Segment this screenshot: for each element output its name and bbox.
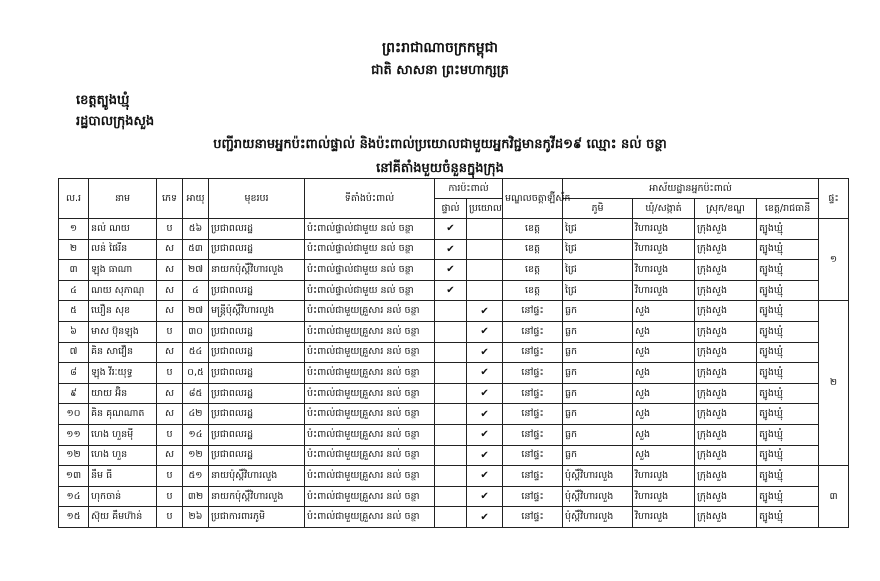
row-age: ២៧ <box>183 260 209 281</box>
row-commune: សួង <box>633 342 695 363</box>
header-residence: អាស័យដ្ឋានអ្នកប៉ះពាល់ <box>563 179 819 199</box>
table-row <box>59 486 849 507</box>
row-no: ៣ <box>59 260 89 281</box>
row-age: ០,៥ <box>183 363 209 384</box>
row-quarantine: នៅផ្ទះ <box>503 342 563 363</box>
table-row <box>59 383 849 404</box>
row-province: ត្បូងឃ្មុំ <box>757 321 819 342</box>
row-district: ក្រុងសួង <box>695 301 757 322</box>
row-quarantine: នៅផ្ទះ <box>503 363 563 384</box>
document-subtitle: នៅគីតាំងមួយចំនួនក្នុងក្រុង <box>376 161 504 176</box>
row-village: ធ្លក <box>563 383 633 404</box>
header-quarantine-place: មណ្ឌលចត្តាឡ៊ីស័ក <box>503 179 563 219</box>
row-occupation: ប្រជាពលរដ្ឋ <box>209 363 305 384</box>
row-contact-place: ប៉ះពាល់ផ្ទាល់ជាមួយ នល់ ចន្ថា <box>305 219 435 240</box>
row-direct-check <box>435 321 467 342</box>
table-row <box>59 424 849 445</box>
row-name: នឹម ធី <box>89 466 157 487</box>
row-sex: ស <box>157 301 183 322</box>
kingdom-heading: ព្រះរាជាណាចក្រកម្ពុជា <box>381 40 498 56</box>
row-age: ២៧ <box>183 301 209 322</box>
row-no: ១៤ <box>59 486 89 507</box>
row-direct-check <box>435 424 467 445</box>
table-row <box>59 466 849 487</box>
row-occupation: នាយប៉ុស្តិ៍វិហារលួង <box>209 466 305 487</box>
row-district: ក្រុងសួង <box>695 321 757 342</box>
row-name: នល់ ណយ <box>89 219 157 240</box>
row-contact-place: ប៉ះពាល់ជាមួយគ្រួសារ នល់ ចន្ថា <box>305 321 435 342</box>
header-age: អាយុ <box>183 179 209 219</box>
row-province: ត្បូងឃ្មុំ <box>757 404 819 425</box>
house-group-cell: ៣ <box>819 466 849 528</box>
row-age: ៨៥ <box>183 383 209 404</box>
header-district: ស្រុក/ខណ្ឌ <box>695 199 757 219</box>
row-direct-check <box>435 486 467 507</box>
row-province: ត្បូងឃ្មុំ <box>757 486 819 507</box>
row-name: គិន សាវឿន <box>89 342 157 363</box>
row-occupation: ប្រជាពលរដ្ឋ <box>209 404 305 425</box>
row-direct-check <box>435 383 467 404</box>
row-commune: សួង <box>633 383 695 404</box>
row-quarantine: ខេត្ត <box>503 260 563 281</box>
row-age: ១២ <box>183 445 209 466</box>
motto-heading: ជាតិ សាសនា ព្រះមហាក្សត្រ <box>371 63 509 78</box>
row-sex: ស <box>157 404 183 425</box>
row-province: ត្បូងឃ្មុំ <box>757 239 819 260</box>
row-indirect-check: ✔ <box>467 404 503 425</box>
row-sex: ស <box>157 260 183 281</box>
house-group-cell: ២ <box>819 301 849 466</box>
row-sex: ប <box>157 321 183 342</box>
row-name: គិន គុណណាត <box>89 404 157 425</box>
row-village: ធ្លក <box>563 301 633 322</box>
header-sex: ភេទ <box>157 179 183 219</box>
row-age: ២៦ <box>183 507 209 528</box>
row-name: ឃឿន សុខ <box>89 301 157 322</box>
row-village: ធ្លក <box>563 424 633 445</box>
table-row <box>59 321 849 342</box>
header-occupation: មុខរបរ <box>209 179 305 219</box>
row-province: ត្បូងឃ្មុំ <box>757 342 819 363</box>
row-province: ត្បូងឃ្មុំ <box>757 383 819 404</box>
row-contact-place: ប៉ះពាល់ផ្ទាល់ជាមួយ នល់ ចន្ថា <box>305 260 435 281</box>
row-indirect-check <box>467 260 503 281</box>
row-indirect-check: ✔ <box>467 486 503 507</box>
row-no: ១០ <box>59 404 89 425</box>
row-quarantine: នៅផ្ទះ <box>503 301 563 322</box>
row-quarantine: នៅផ្ទះ <box>503 424 563 445</box>
contact-table <box>58 178 849 528</box>
row-direct-check <box>435 404 467 425</box>
row-contact-place: ប៉ះពាល់ជាមួយគ្រួសារ នល់ ចន្ថា <box>305 383 435 404</box>
row-sex: ស <box>157 383 183 404</box>
row-commune: វិហារលួង <box>633 239 695 260</box>
row-village: ធ្លក <box>563 404 633 425</box>
row-sex: ប <box>157 507 183 528</box>
row-district: ក្រុងសួង <box>695 260 757 281</box>
row-commune: សួង <box>633 301 695 322</box>
row-quarantine: ខេត្ត <box>503 239 563 260</box>
row-sex: ប <box>157 219 183 240</box>
table-row <box>59 239 849 260</box>
row-indirect-check: ✔ <box>467 342 503 363</box>
row-direct-check: ✔ <box>435 219 467 240</box>
row-indirect-check <box>467 280 503 301</box>
row-district: ក្រុងសួង <box>695 466 757 487</box>
row-direct-check <box>435 445 467 466</box>
row-indirect-check: ✔ <box>467 321 503 342</box>
row-quarantine: នៅផ្ទះ <box>503 466 563 487</box>
row-age: ៥៤ <box>183 342 209 363</box>
row-quarantine: នៅផ្ទះ <box>503 383 563 404</box>
header-direct: ផ្ទាល់ <box>435 199 467 219</box>
row-contact-place: ប៉ះពាល់ផ្ទាល់ជាមួយ នល់ ចន្ថា <box>305 280 435 301</box>
row-district: ក្រុងសួង <box>695 342 757 363</box>
row-direct-check: ✔ <box>435 239 467 260</box>
house-group-cell: ១ <box>819 219 849 301</box>
row-commune: វិហារលួង <box>633 219 695 240</box>
row-no: ១៥ <box>59 507 89 528</box>
row-village: ធ្លក <box>563 321 633 342</box>
row-contact-place: ប៉ះពាល់ជាមួយគ្រួសារ នល់ ចន្ថា <box>305 363 435 384</box>
row-district: ក្រុងសួង <box>695 404 757 425</box>
row-district: ក្រុងសួង <box>695 507 757 528</box>
row-village: ប៉ុស្តិ៍វិហារលួង <box>563 466 633 487</box>
row-province: ត្បូងឃ្មុំ <box>757 219 819 240</box>
document-title: បញ្ជីរាយនាមអ្នកប៉ះពាល់ផ្ទាល់ និងប៉ះពាល់ប្រយោលជាមួយអ្នកវិជ្ជមានកូវីដ១៩ ឈ្មោះ នល់ ចន្ថា <box>213 137 667 152</box>
header-contact-place: ទីតាំងប៉ះពាល់ <box>305 179 435 219</box>
row-contact-place: ប៉ះពាល់ជាមួយគ្រួសារ នល់ ចន្ថា <box>305 486 435 507</box>
header-commune: ឃុំ/សង្កាត់ <box>633 199 695 219</box>
row-age: ៥៦ <box>183 219 209 240</box>
row-commune: វិហារលួង <box>633 466 695 487</box>
row-sex: ស <box>157 342 183 363</box>
row-commune: សួង <box>633 445 695 466</box>
row-commune: វិហារលួង <box>633 260 695 281</box>
row-occupation: ប្រជាពលរដ្ឋ <box>209 321 305 342</box>
row-indirect-check: ✔ <box>467 363 503 384</box>
row-occupation: ប្រជាការពារភូមិ <box>209 507 305 528</box>
row-province: ត្បូងឃ្មុំ <box>757 466 819 487</box>
row-direct-check <box>435 507 467 528</box>
row-village: ជ្រៃ <box>563 239 633 260</box>
row-age: ៥១ <box>183 466 209 487</box>
row-no: ៨ <box>59 363 89 384</box>
row-indirect-check: ✔ <box>467 445 503 466</box>
row-age: ៤ <box>183 280 209 301</box>
table-row <box>59 301 849 322</box>
row-indirect-check: ✔ <box>467 507 503 528</box>
table-row <box>59 342 849 363</box>
row-sex: ស <box>157 280 183 301</box>
row-occupation: ប្រជាពលរដ្ឋ <box>209 280 305 301</box>
row-indirect-check: ✔ <box>467 466 503 487</box>
row-district: ក្រុងសួង <box>695 363 757 384</box>
table-row <box>59 219 849 240</box>
row-province: ត្បូងឃ្មុំ <box>757 445 819 466</box>
row-occupation: ប្រជាពលរដ្ឋ <box>209 219 305 240</box>
row-direct-check <box>435 466 467 487</box>
row-age: ៥៣ <box>183 239 209 260</box>
row-name: ហេង ហួន <box>89 445 157 466</box>
row-village: ជ្រៃ <box>563 280 633 301</box>
row-contact-place: ប៉ះពាល់ជាមួយគ្រួសារ នល់ ចន្ថា <box>305 424 435 445</box>
row-quarantine: នៅផ្ទះ <box>503 486 563 507</box>
table-row <box>59 445 849 466</box>
row-village: ជ្រៃ <box>563 260 633 281</box>
row-sex: ប <box>157 466 183 487</box>
row-province: ត្បូងឃ្មុំ <box>757 301 819 322</box>
row-name: មាស ប៊ុនឡុង <box>89 321 157 342</box>
row-direct-check <box>435 363 467 384</box>
row-name: ណយ សុភាណុ <box>89 280 157 301</box>
row-no: ១១ <box>59 424 89 445</box>
header-contact-type: ការប៉ះពាល់ <box>435 179 503 199</box>
table-body <box>59 219 849 528</box>
table-row <box>59 260 849 281</box>
row-quarantine: ខេត្ត <box>503 219 563 240</box>
row-indirect-check: ✔ <box>467 301 503 322</box>
row-indirect-check <box>467 239 503 260</box>
row-sex: ប <box>157 363 183 384</box>
row-quarantine: នៅផ្ទះ <box>503 404 563 425</box>
row-district: ក្រុងសួង <box>695 445 757 466</box>
row-contact-place: ប៉ះពាល់ជាមួយគ្រួសារ នល់ ចន្ថា <box>305 466 435 487</box>
row-direct-check <box>435 342 467 363</box>
province-label: ខេត្តត្បូងឃ្មុំ <box>76 93 130 108</box>
row-commune: វិហារលួង <box>633 507 695 528</box>
row-indirect-check <box>467 219 503 240</box>
row-name: ហេង ហួនម៉ី <box>89 424 157 445</box>
row-village: ប៉ុស្តិ៍វិហារលួង <box>563 507 633 528</box>
table-row <box>59 280 849 301</box>
row-no: ១៣ <box>59 466 89 487</box>
row-village: ធ្លក <box>563 445 633 466</box>
row-direct-check: ✔ <box>435 280 467 301</box>
row-age: ១៤ <box>183 424 209 445</box>
row-contact-place: ប៉ះពាល់ជាមួយគ្រួសារ នល់ ចន្ថា <box>305 342 435 363</box>
row-province: ត្បូងឃ្មុំ <box>757 280 819 301</box>
row-occupation: ប្រជាពលរដ្ឋ <box>209 239 305 260</box>
table-row <box>59 404 849 425</box>
row-commune: សួង <box>633 363 695 384</box>
header-indirect: ប្រយោល <box>467 199 503 219</box>
row-name: យាយ អ៊ិន <box>89 383 157 404</box>
row-name: ស៊ុយ គឹមហ៊ាន់ <box>89 507 157 528</box>
row-direct-check: ✔ <box>435 260 467 281</box>
header-province: ខេត្ត/រាជធានី <box>757 199 819 219</box>
row-sex: ស <box>157 239 183 260</box>
row-district: ក្រុងសួង <box>695 219 757 240</box>
row-province: ត្បូងឃ្មុំ <box>757 260 819 281</box>
row-contact-place: ប៉ះពាល់ផ្ទាល់ជាមួយ នល់ ចន្ថា <box>305 239 435 260</box>
row-district: ក្រុងសួង <box>695 486 757 507</box>
row-commune: សួង <box>633 321 695 342</box>
row-quarantine: នៅផ្ទះ <box>503 445 563 466</box>
row-district: ក្រុងសួង <box>695 239 757 260</box>
row-no: ២ <box>59 239 89 260</box>
header-house: ផ្ទះ <box>819 179 849 219</box>
row-no: ១ <box>59 219 89 240</box>
row-sex: ប <box>157 424 183 445</box>
row-quarantine: នៅផ្ទះ <box>503 321 563 342</box>
row-name: លន់ ផៃរីន <box>89 239 157 260</box>
row-direct-check <box>435 301 467 322</box>
row-commune: វិហារលួង <box>633 486 695 507</box>
header-no: ល.រ <box>59 179 89 219</box>
row-indirect-check: ✔ <box>467 424 503 445</box>
header-village: ភូមិ <box>563 199 633 219</box>
table-row <box>59 507 849 528</box>
row-name: ឡុង វីរៈយុទ្ធ <box>89 363 157 384</box>
row-village: ជ្រៃ <box>563 219 633 240</box>
row-no: ៤ <box>59 280 89 301</box>
row-no: ៩ <box>59 383 89 404</box>
row-commune: សួង <box>633 404 695 425</box>
row-quarantine: នៅផ្ទះ <box>503 507 563 528</box>
row-occupation: មន្ត្រីប៉ុស្តិ៍វិហារលួង <box>209 301 305 322</box>
row-province: ត្បូងឃ្មុំ <box>757 507 819 528</box>
row-contact-place: ប៉ះពាល់ជាមួយគ្រួសារ នល់ ចន្ថា <box>305 404 435 425</box>
row-contact-place: ប៉ះពាល់ជាមួយគ្រួសារ នល់ ចន្ថា <box>305 301 435 322</box>
row-sex: ស <box>157 445 183 466</box>
row-name: ហុកចាន់ <box>89 486 157 507</box>
row-occupation: នាយកប៉ុស្តិ៍វិហារលួង <box>209 486 305 507</box>
row-age: ៣២ <box>183 486 209 507</box>
row-commune: សួង <box>633 424 695 445</box>
row-contact-place: ប៉ះពាល់ជាមួយគ្រួសារ នល់ ចន្ថា <box>305 445 435 466</box>
table-row <box>59 363 849 384</box>
row-village: ធ្លក <box>563 363 633 384</box>
row-village: ប៉ុស្តិ៍វិហារលួង <box>563 486 633 507</box>
row-quarantine: ខេត្ត <box>503 280 563 301</box>
row-district: ក្រុងសួង <box>695 280 757 301</box>
row-no: ៧ <box>59 342 89 363</box>
row-village: ធ្លក <box>563 342 633 363</box>
row-no: ៦ <box>59 321 89 342</box>
row-occupation: ប្រជាពលរដ្ឋ <box>209 342 305 363</box>
row-province: ត្បូងឃ្មុំ <box>757 363 819 384</box>
row-name: ឡុង ធាណា <box>89 260 157 281</box>
row-sex: ប <box>157 486 183 507</box>
row-occupation: ប្រជាពលរដ្ឋ <box>209 424 305 445</box>
row-age: ៣០ <box>183 321 209 342</box>
row-occupation: ប្រជាពលរដ្ឋ <box>209 445 305 466</box>
row-age: ៤២ <box>183 404 209 425</box>
row-province: ត្បូងឃ្មុំ <box>757 424 819 445</box>
row-no: ៥ <box>59 301 89 322</box>
row-commune: វិហារលួង <box>633 280 695 301</box>
row-indirect-check: ✔ <box>467 383 503 404</box>
row-contact-place: ប៉ះពាល់ជាមួយគ្រួសារ នល់ ចន្ថា <box>305 507 435 528</box>
row-no: ១២ <box>59 445 89 466</box>
header-name: នាម <box>89 179 157 219</box>
district-admin-label: រដ្ឋបាលក្រុងសួង <box>76 114 155 129</box>
row-district: ក្រុងសួង <box>695 424 757 445</box>
row-occupation: ប្រជាពលរដ្ឋ <box>209 383 305 404</box>
row-district: ក្រុងសួង <box>695 383 757 404</box>
row-occupation: នាយកប៉ុស្តិ៍វិហារលួង <box>209 260 305 281</box>
